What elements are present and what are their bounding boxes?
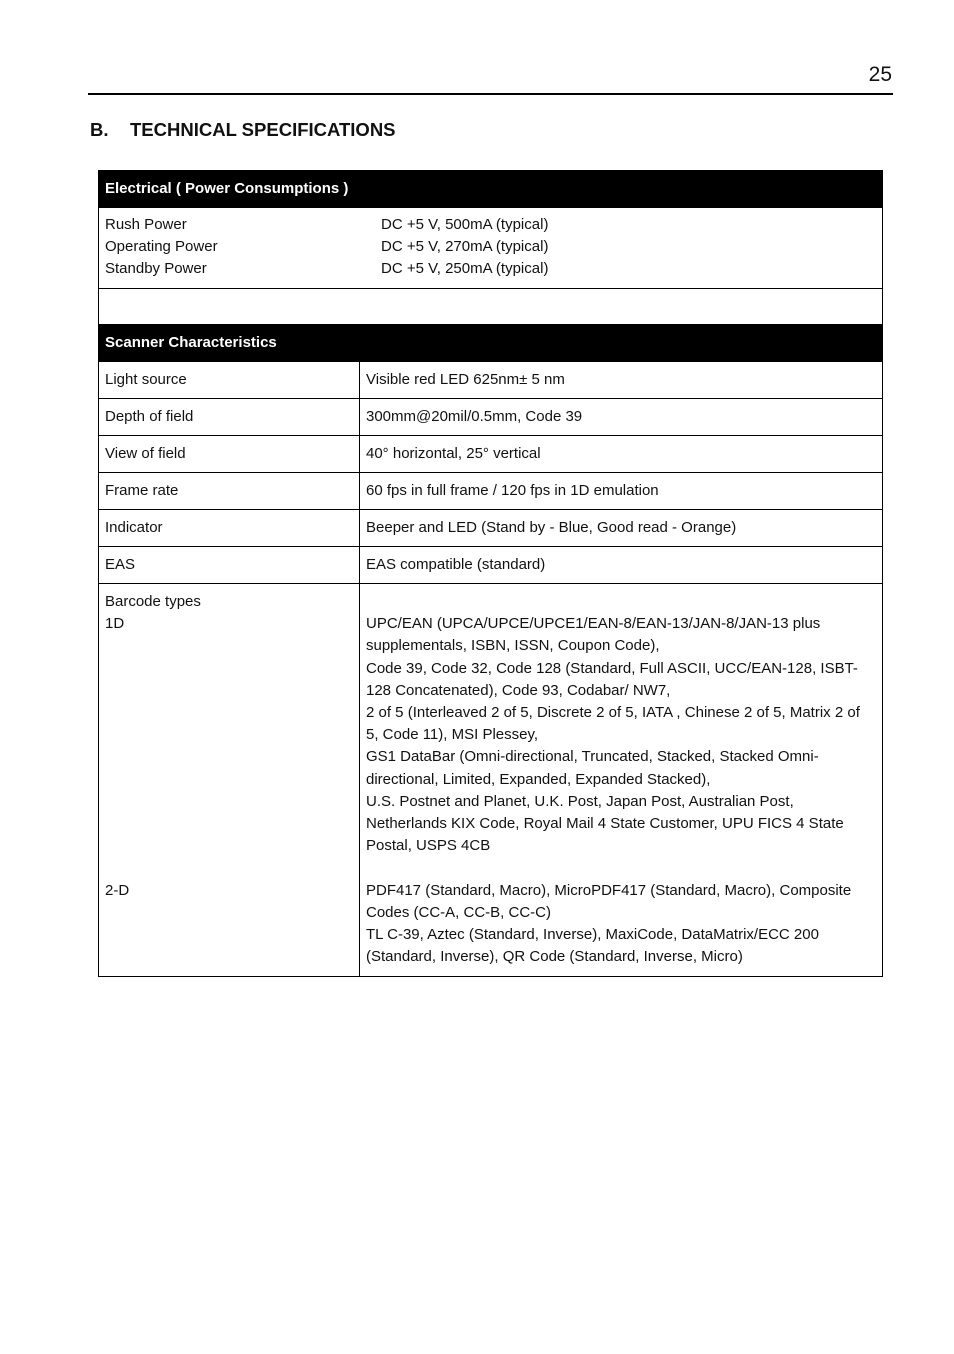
section-letter: B. (90, 119, 109, 140)
depth-of-field-label: Depth of field (99, 399, 360, 436)
barcode-1d-upc-ean: UPC/EAN (UPCA/UPCE/UPCE1/EAN-8/EAN-13/JAN-8/JAN-13 plus supplementals, ISBN, ISSN, Coupon Code), (366, 615, 821, 655)
electrical-header-row (99, 171, 883, 208)
operating-power-label: Operating Power (105, 238, 218, 256)
indicator-label: Indicator (99, 510, 360, 547)
power-block (99, 208, 882, 288)
depth-of-field-value: 300mm@20mil/0.5mm, Code 39 (360, 399, 883, 436)
rush-power-value: DC +5 V, 500mA (typical) (381, 216, 549, 233)
operating-power-value: DC +5 V, 270mA (typical) (381, 238, 549, 256)
section-title: TECHNICAL SPECIFICATIONS (130, 119, 396, 140)
barcode-1d-postal: U.S. Postnet and Planet, U.K. Post, Japan Post, Australian Post, Netherlands KIX Code, Royal Mail 4 State Customer, UPU FICS 4 State Postal, USPS 4CB (366, 792, 844, 855)
indicator-value: Beeper and LED (Stand by - Blue, Good read - Orange) (360, 510, 883, 547)
view-of-field-value: 40° horizontal, 25° vertical (360, 436, 883, 473)
barcode-1d-label: 1D (105, 615, 125, 633)
power-labels (105, 214, 365, 281)
page-number: 25 (868, 63, 892, 86)
section-heading (90, 118, 396, 142)
power-values (381, 214, 871, 281)
electrical-power-row (99, 208, 883, 289)
rush-power-label: Rush Power (105, 216, 187, 233)
header-rule (88, 93, 893, 95)
light-source-value: Visible red LED 625nm± 5 nm (360, 362, 883, 399)
view-of-field-label: View of field (99, 436, 360, 473)
barcode-2d-aztec-qr: TL C-39, Aztec (Standard, Inverse), MaxiCode, DataMatrix/ECC 200 (Standard, Inverse), QR Code (Standard, Inverse, Micro) (366, 926, 819, 966)
table-row (99, 547, 883, 584)
table-row (99, 436, 883, 473)
spec-table (98, 170, 883, 977)
frame-rate-value: 60 fps in full frame / 120 fps in 1D emulation (360, 473, 883, 510)
barcode-types-row (99, 584, 883, 977)
table-row (99, 362, 883, 399)
eas-value: EAS compatible (standard) (360, 547, 883, 584)
barcode-1d-gs1-databar: GS1 DataBar (Omni-directional, Truncated, Stacked, Stacked Omni-directional, Limited, Expanded, Expanded Stacked), (366, 748, 819, 788)
standby-power-label: Standby Power (105, 260, 207, 278)
barcode-1d-code39: Code 39, Code 32, Code 128 (Standard, Full ASCII, UCC/EAN-128, ISBT-128 Concatenated), Code 93, Codabar/ NW7, (366, 659, 858, 699)
barcode-1d-2of5: 2 of 5 (Interleaved 2 of 5, Discrete 2 of 5, IATA , Chinese 2 of 5, Matrix 2 of 5, Code 11), MSI Plessey, (366, 704, 860, 744)
barcode-types-label: Barcode types (105, 593, 201, 610)
frame-rate-label: Frame rate (99, 473, 360, 510)
light-source-label: Light source (99, 362, 360, 399)
table-row (99, 399, 883, 436)
barcode-2d-label: 2-D (105, 881, 130, 899)
scanner-header: Scanner Characteristics (99, 325, 883, 362)
electrical-header: Electrical ( Power Consumptions ) (99, 171, 883, 208)
table-row (99, 473, 883, 510)
spacer-row (99, 289, 883, 325)
table-row (99, 510, 883, 547)
eas-label: EAS (99, 547, 360, 584)
scanner-header-row (99, 325, 883, 362)
standby-power-value: DC +5 V, 250mA (typical) (381, 260, 549, 278)
barcode-2d-pdf417: PDF417 (Standard, Macro), MicroPDF417 (Standard, Macro), Composite Codes (CC-A, CC-B, CC-C) (366, 881, 852, 921)
